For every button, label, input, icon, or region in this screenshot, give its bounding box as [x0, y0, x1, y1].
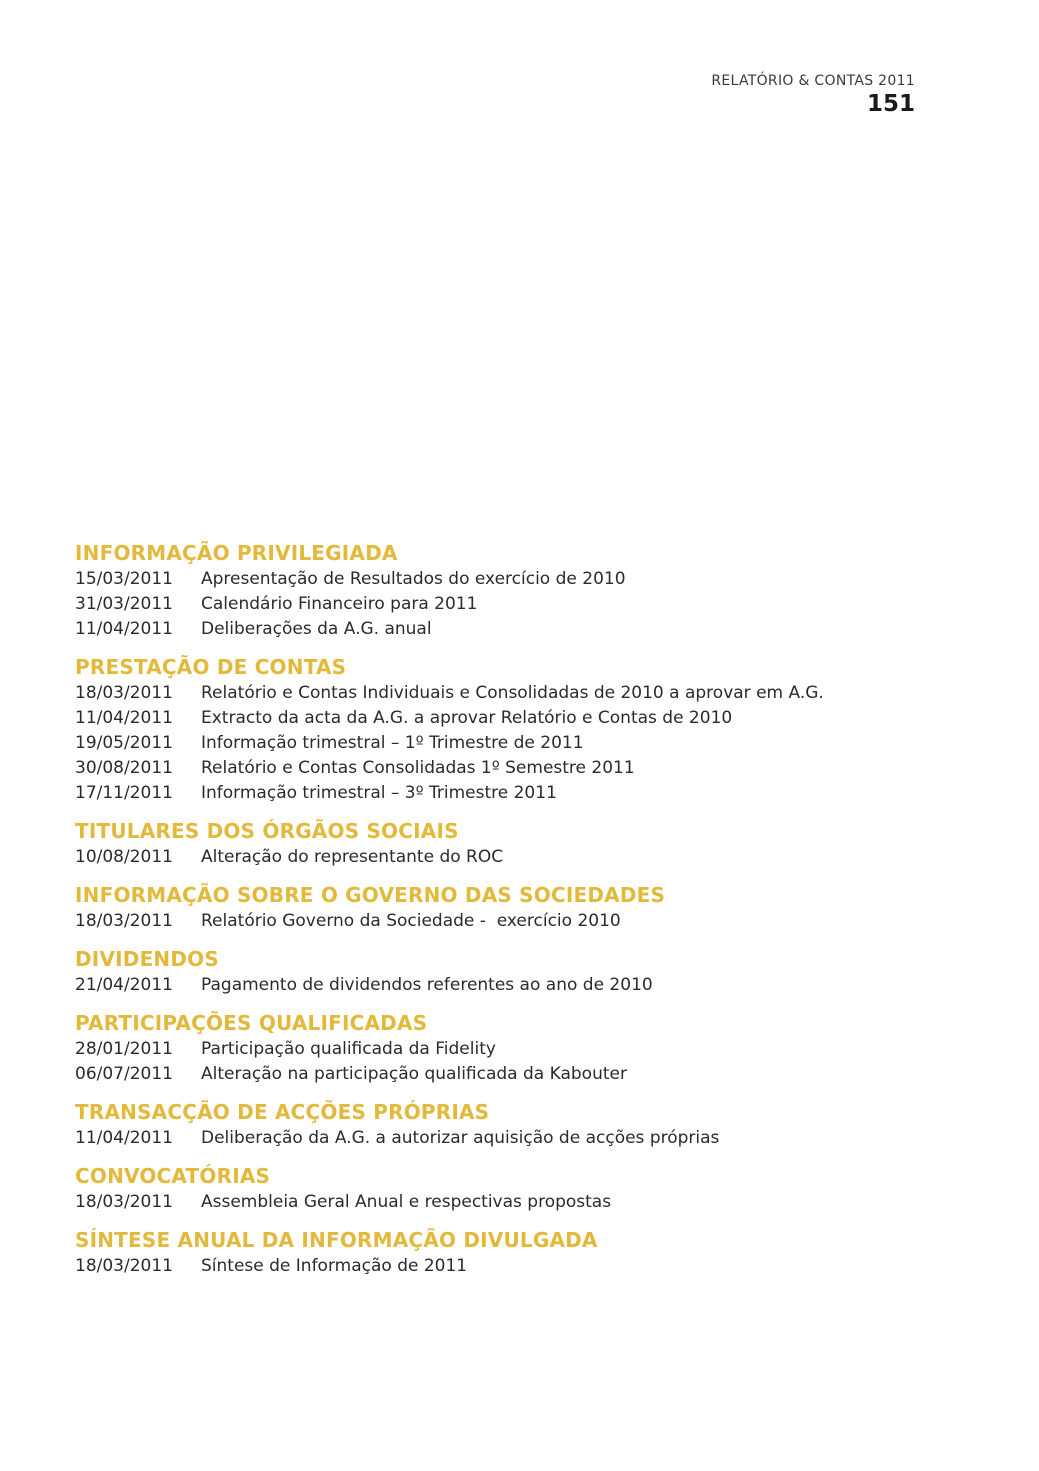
- report-title: RELATÓRIO & CONTAS 2011: [711, 73, 915, 89]
- disclosure-entry: [75, 973, 975, 998]
- entry-date: 21/04/2011: [75, 975, 173, 995]
- disclosure-entry: [75, 1126, 975, 1151]
- entry-description: Alteração do representante do ROC: [201, 847, 504, 867]
- disclosure-entry: [75, 592, 975, 617]
- entry-list: [75, 681, 975, 806]
- entry-date: 19/05/2011: [75, 733, 173, 753]
- disclosure-section: [75, 946, 975, 998]
- section-title: SÍNTESE ANUAL DA INFORMAÇÃO DIVULGADA: [75, 1228, 598, 1252]
- section-title: CONVOCATÓRIAS: [75, 1164, 271, 1188]
- disclosure-section: [75, 540, 975, 642]
- entry-date: 10/08/2011: [75, 847, 173, 867]
- entry-list: [75, 973, 975, 998]
- disclosure-section: [75, 1010, 975, 1087]
- entry-description: Relatório Governo da Sociedade - exercício 2010: [201, 911, 621, 931]
- entry-description: Apresentação de Resultados do exercício de 2010: [201, 569, 626, 589]
- entry-description: Relatório e Contas Consolidadas 1º Semestre 2011: [201, 758, 635, 778]
- entry-list: [75, 1190, 975, 1215]
- entry-date: 31/03/2011: [75, 594, 173, 614]
- entry-list: [75, 567, 975, 642]
- disclosure-entry: [75, 845, 975, 870]
- section-title: INFORMAÇÃO SOBRE O GOVERNO DAS SOCIEDADES: [75, 883, 666, 907]
- entry-description: Deliberações da A.G. anual: [201, 619, 432, 639]
- disclosure-entry: [75, 756, 975, 781]
- disclosure-entry: [75, 731, 975, 756]
- entry-list: [75, 845, 975, 870]
- entry-description: Deliberação da A.G. a autorizar aquisição de acções próprias: [201, 1128, 720, 1148]
- entry-date: 11/04/2011: [75, 708, 173, 728]
- entry-description: Relatório e Contas Individuais e Consolidadas de 2010 a aprovar em A.G.: [201, 683, 824, 703]
- disclosure-section: [75, 654, 975, 806]
- entry-description: Informação trimestral – 1º Trimestre de 2011: [201, 733, 584, 753]
- disclosure-section: [75, 1099, 975, 1151]
- disclosure-entry: [75, 1190, 975, 1215]
- entry-list: [75, 1254, 975, 1279]
- entry-date: 18/03/2011: [75, 911, 173, 931]
- entry-date: 15/03/2011: [75, 569, 173, 589]
- disclosure-section: [75, 1163, 975, 1215]
- section-title: DIVIDENDOS: [75, 947, 219, 971]
- disclosure-list: [75, 540, 975, 1291]
- disclosure-entry: [75, 1062, 975, 1087]
- entry-list: [75, 909, 975, 934]
- disclosure-entry: [75, 567, 975, 592]
- entry-date: 28/01/2011: [75, 1039, 173, 1059]
- entry-date: 18/03/2011: [75, 1256, 173, 1276]
- section-title: PARTICIPAÇÕES QUALIFICADAS: [75, 1011, 428, 1035]
- section-title: TRANSACÇÃO DE ACÇÕES PRÓPRIAS: [75, 1100, 490, 1124]
- entry-date: 18/03/2011: [75, 683, 173, 703]
- entry-description: Pagamento de dividendos referentes ao ano de 2010: [201, 975, 653, 995]
- entry-date: 11/04/2011: [75, 619, 173, 639]
- entry-description: Participação qualificada da Fidelity: [201, 1039, 496, 1059]
- disclosure-entry: [75, 1037, 975, 1062]
- entry-date: 18/03/2011: [75, 1192, 173, 1212]
- entry-list: [75, 1037, 975, 1087]
- entry-description: Calendário Financeiro para 2011: [201, 594, 478, 614]
- entry-date: 30/08/2011: [75, 758, 173, 778]
- page-header: [711, 72, 915, 118]
- disclosure-entry: [75, 681, 975, 706]
- entry-description: Extracto da acta da A.G. a aprovar Relatório e Contas de 2010: [201, 708, 733, 728]
- section-title: PRESTAÇÃO DE CONTAS: [75, 655, 347, 679]
- disclosure-section: [75, 882, 975, 934]
- entry-date: 17/11/2011: [75, 783, 173, 803]
- disclosure-entry: [75, 1254, 975, 1279]
- entry-date: 11/04/2011: [75, 1128, 173, 1148]
- entry-description: Assembleia Geral Anual e respectivas propostas: [201, 1192, 612, 1212]
- disclosure-entry: [75, 909, 975, 934]
- page-number: 151: [866, 91, 915, 117]
- entry-date: 06/07/2011: [75, 1064, 173, 1084]
- disclosure-section: [75, 1227, 975, 1279]
- section-title: INFORMAÇÃO PRIVILEGIADA: [75, 541, 398, 565]
- disclosure-entry: [75, 781, 975, 806]
- entry-description: Síntese de Informação de 2011: [201, 1256, 468, 1276]
- entry-description: Alteração na participação qualificada da Kabouter: [201, 1064, 627, 1084]
- entry-description: Informação trimestral – 3º Trimestre 2011: [201, 783, 557, 803]
- disclosure-entry: [75, 617, 975, 642]
- entry-list: [75, 1126, 975, 1151]
- section-title: TITULARES DOS ÓRGÃOS SOCIAIS: [75, 819, 459, 843]
- disclosure-section: [75, 818, 975, 870]
- disclosure-entry: [75, 706, 975, 731]
